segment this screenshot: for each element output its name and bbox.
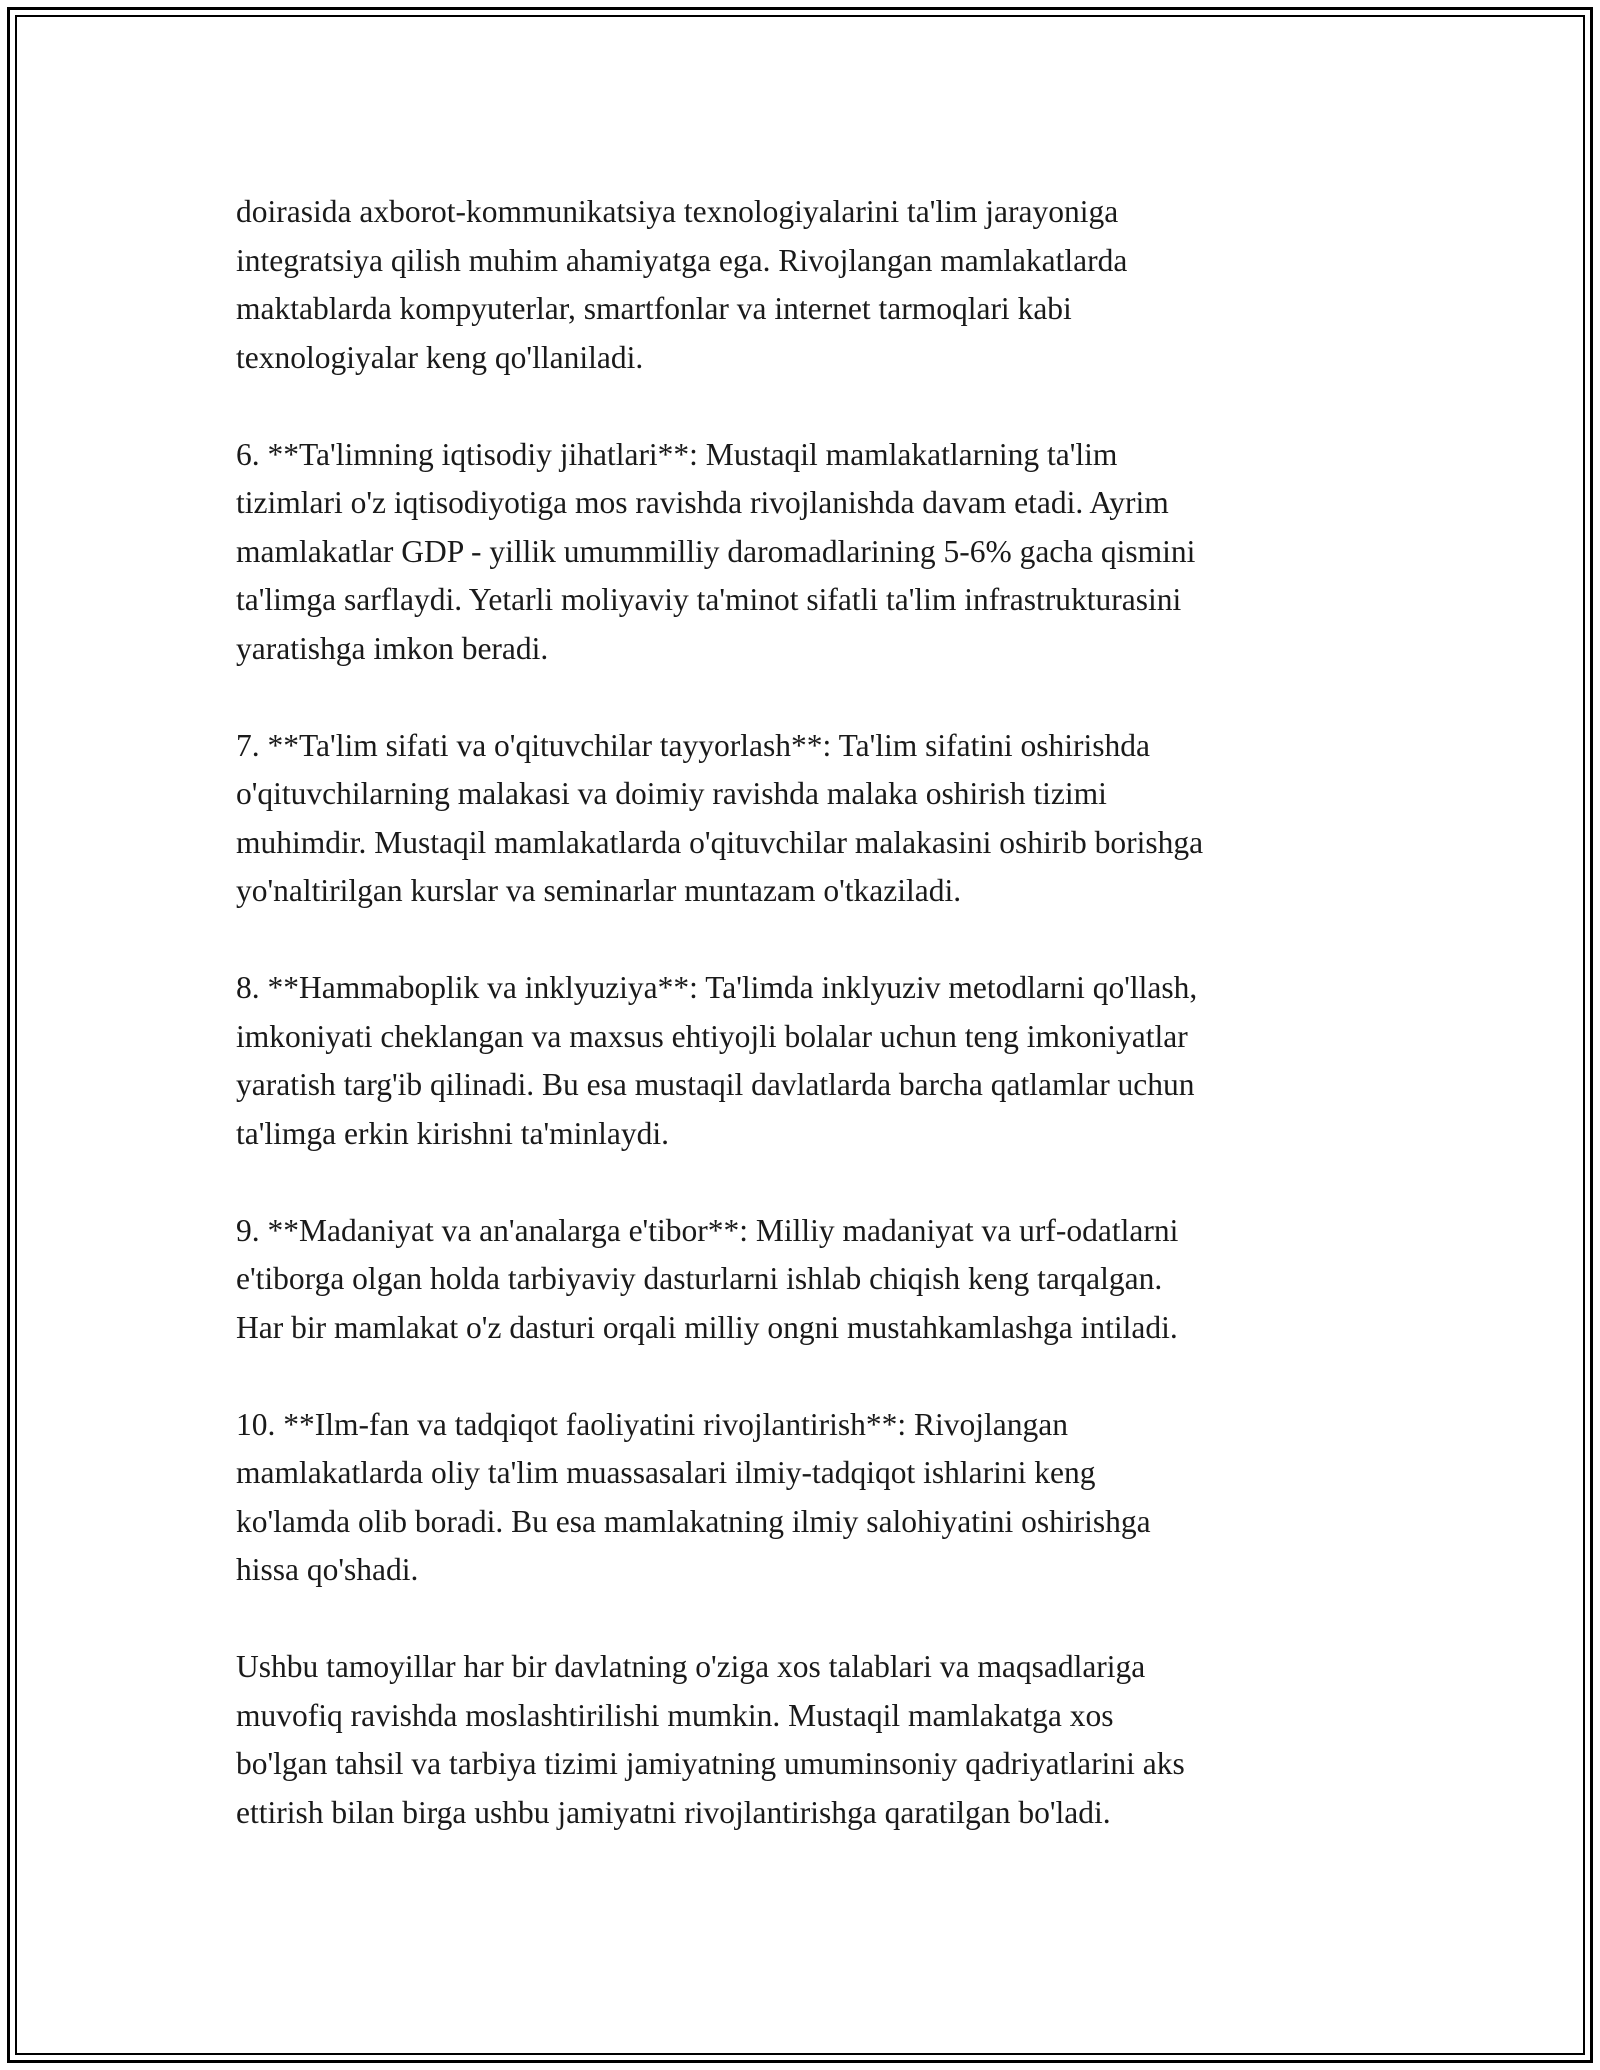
paragraph-item-8 [236, 964, 1396, 1158]
paragraph-item-7 [236, 722, 1396, 916]
text-line: ettirish bilan birga ushbu jamiyatni rivojlantirishga qaratilgan bo'ladi. [236, 1794, 1111, 1830]
paragraph-item-6 [236, 431, 1396, 674]
paragraph-item-10 [236, 1401, 1396, 1595]
text-line: doirasida axborot-kommunikatsiya texnologiyalarini ta'lim jarayoniga [236, 194, 1119, 229]
paragraph-item-9 [236, 1207, 1396, 1353]
text-line: yaratishga imkon beradi. [236, 630, 549, 666]
text-line: e'tiborga olgan holda tarbiyaviy dasturlarni ishlab chiqish keng tarqalgan. [236, 1261, 1163, 1296]
text-line: tizimlari o'z iqtisodiyotiga mos ravishda rivojlanishda davam etadi. Ayrim [236, 485, 1169, 520]
text-line: texnologiyalar keng qo'llaniladi. [236, 339, 644, 375]
text-line: mamlakatlar GDP - yillik umummilliy daromadlarining 5-6% gacha qismini [236, 533, 1196, 569]
text-line: yaratish targ'ib qilinadi. Bu esa mustaqil davlatlarda barcha qatlamlar uchun [236, 1067, 1195, 1102]
text-line: hissa qo'shadi. [236, 1552, 419, 1587]
text-line: integratsiya qilish muhim ahamiyatga ega. Rivojlangan mamlakatlarda [236, 242, 1128, 278]
paragraph-conclusion [236, 1643, 1396, 1837]
document-body [236, 188, 1396, 1886]
text-line: o'qituvchilarning malakasi va doimiy ravishda malaka oshirish tizimi [236, 776, 1107, 811]
paragraph-intro-continuation [236, 188, 1396, 382]
text-line: muhimdir. Mustaqil mamlakatlarda o'qituvchilar malakasini oshirib borishga [236, 824, 1204, 860]
text-line: muvofiq ravishda moslashtirilishi mumkin. Mustaqil mamlakatga xos [236, 1697, 1114, 1733]
text-line: 10. **Ilm-fan va tadqiqot faoliyatini rivojlantirish**: Rivojlangan [236, 1406, 1068, 1442]
text-line: bo'lgan tahsil va tarbiya tizimi jamiyatning umuminsoniy qadriyatlarini aks [236, 1746, 1185, 1781]
text-line: Ushbu tamoyillar har bir davlatning o'ziga xos talablari va maqsadlariga [236, 1649, 1146, 1684]
text-line: yo'naltirilgan kurslar va seminarlar muntazam o'tkaziladi. [236, 873, 962, 908]
text-line: maktablarda kompyuterlar, smartfonlar va internet tarmoqlari kabi [236, 291, 1072, 326]
text-line: 7. **Ta'lim sifati va o'qituvchilar tayyorlash**: Ta'lim sifatini oshirishda [236, 727, 1151, 763]
text-line: imkoniyati cheklangan va maxsus ehtiyojli bolalar uchun teng imkoniyatlar [236, 1018, 1188, 1054]
text-line: ta'limga sarflaydi. Yetarli moliyaviy ta'minot sifatli ta'lim infrastrukturasini [236, 582, 1182, 617]
text-line: ta'limga erkin kirishni ta'minlaydi. [236, 1115, 670, 1151]
text-line: 9. **Madaniyat va an'analarga e'tibor**: Milliy madaniyat va urf-odatlarni [236, 1212, 1179, 1248]
text-line: ko'lamda olib boradi. Bu esa mamlakatning ilmiy salohiyatini oshirishga [236, 1503, 1151, 1539]
text-line: 8. **Hammaboplik va inklyuziya**: Ta'limda inklyuziv metodlarni qo'llash, [236, 970, 1198, 1005]
text-line: mamlakatlarda oliy ta'lim muassasalari ilmiy-tadqiqot ishlarini keng [236, 1455, 1096, 1490]
text-line: Har bir mamlakat o'z dasturi orqali milliy ongni mustahkamlashga intiladi. [236, 1309, 1178, 1345]
text-line: 6. **Ta'limning iqtisodiy jihatlari**: Mustaqil mamlakatlarning ta'lim [236, 436, 1118, 472]
